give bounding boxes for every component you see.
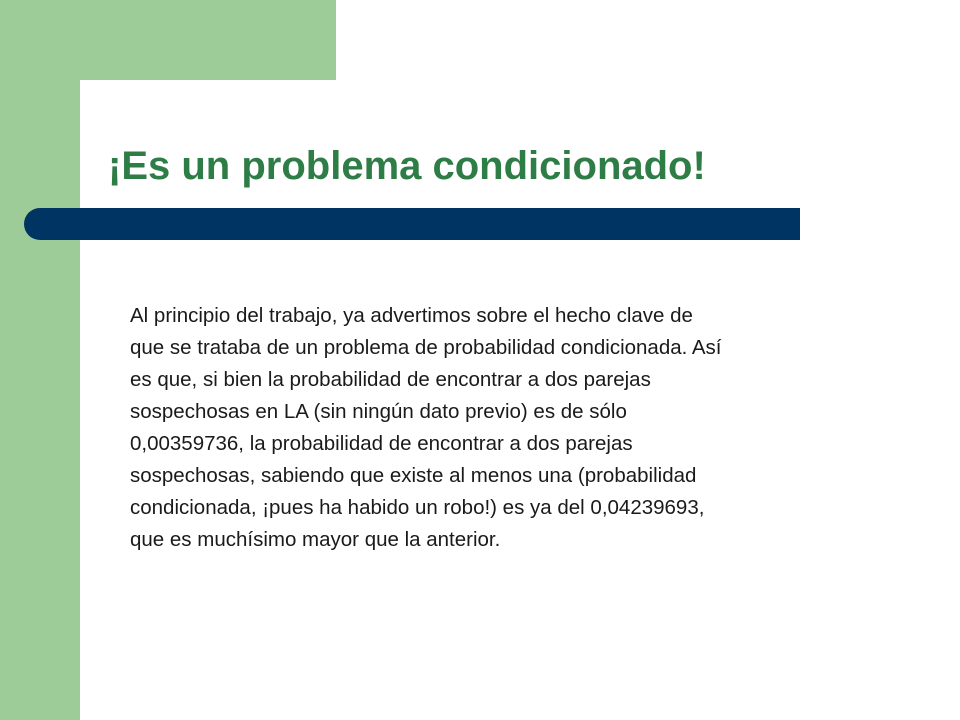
top-green-band bbox=[0, 0, 336, 80]
sidebar-green-strip bbox=[0, 0, 80, 720]
title-underline-bar bbox=[24, 208, 800, 240]
body-line: sospechosas en LA (sin ningún dato previo) es de sólo bbox=[130, 400, 627, 423]
body-line: que se trataba de un problema de probabilidad condicionada. Así bbox=[130, 336, 722, 359]
body-line: es que, si bien la probabilidad de encontrar a dos parejas bbox=[130, 368, 651, 391]
body-line: Al principio del trabajo, ya advertimos sobre el hecho clave de bbox=[130, 304, 693, 327]
slide-title: ¡Es un problema condicionado! bbox=[108, 144, 706, 188]
slide-body bbox=[130, 300, 890, 556]
body-line: que es muchísimo mayor que la anterior. bbox=[130, 528, 501, 551]
body-line: sospechosas, sabiendo que existe al menos una (probabilidad bbox=[130, 464, 697, 487]
body-line: 0,00359736, la probabilidad de encontrar a dos parejas bbox=[130, 432, 633, 455]
body-line: condicionada, ¡pues ha habido un robo!) es ya del 0,04239693, bbox=[130, 496, 705, 519]
